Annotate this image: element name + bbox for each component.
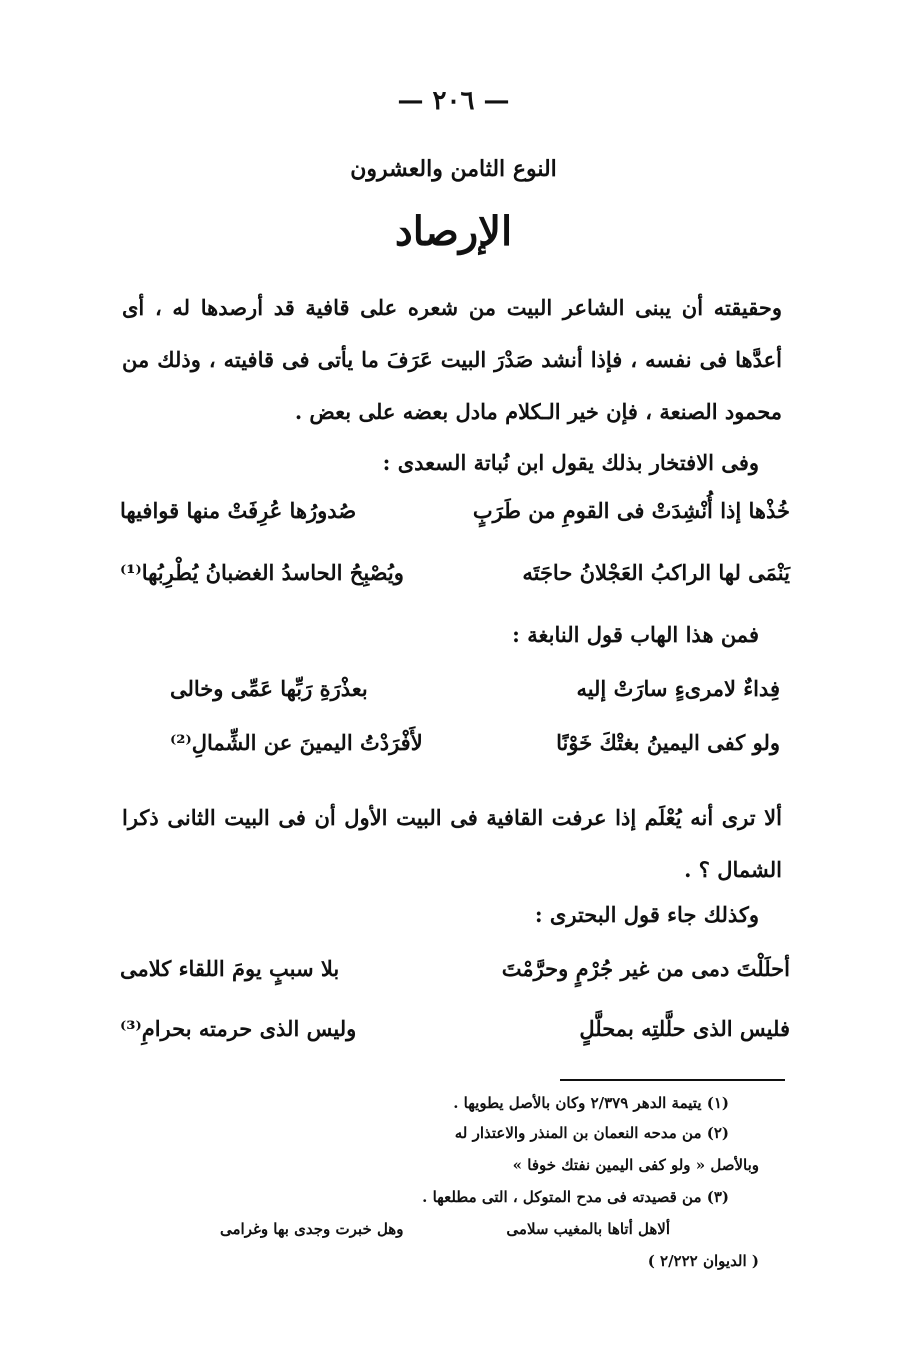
verse-first-hemistich: ولو كفى اليمينُ بغتْكَ خَوْنًا xyxy=(556,730,780,755)
footnote-3: (٣) من قصيدته فى مدح المتوكل ، التى مطلعها . xyxy=(422,1188,729,1206)
footnote-2: (٢) من مدحه النعمان بن المنذر والاعتذار له xyxy=(454,1124,729,1142)
verse-second-hemistich: لأَفْرَدْتُ اليمينَ عن الشِّمالِ⁽²⁾ xyxy=(170,730,423,755)
verse-first-hemistich: يَنْمَى لها الراكبُ العَجْلانُ حاجَتَه xyxy=(522,560,790,585)
footnote-1: (١) يتيمة الدهر ٢/٣٧٩ وكان بالأصل يطويها . xyxy=(453,1094,729,1112)
page-number: — ٢٠٦ — xyxy=(397,86,510,116)
intro-nabigha: فمن هذا الهاب قول النابغة : xyxy=(512,622,759,647)
verse-line xyxy=(120,956,790,1002)
footnote-verse-second-hemistich: وهل خبرت وجدى بها وغرامى xyxy=(220,1220,404,1238)
footnote-verse-first-hemistich: ألاهل أتاها بالمغيب سلامى xyxy=(506,1220,670,1238)
verse-line xyxy=(120,498,790,544)
section-subtitle: النوع الثامن والعشرون xyxy=(350,156,557,182)
section-title: الإرصاد xyxy=(394,208,513,255)
footnote-3-source: ( الديوان ٢/٢٢٢ ) xyxy=(647,1252,759,1270)
remark-paragraph: ألا ترى أنه يُعْلَم إذا عرفت القافية فى البيت الأول أن فى البيت الثانى ذكرا الشمال ؟ . xyxy=(122,805,782,882)
verse-first-hemistich: فِداءٌ لامرىءٍ سارَتْ إليه xyxy=(576,676,780,701)
verse-first-hemistich: فليس الذى حلَّلتِه بمحلَّلٍ xyxy=(579,1016,790,1041)
verse-first-hemistich: خُذْها إذا أُنْشِدَتْ فى القومِ من طَرَبٍ xyxy=(472,498,790,523)
verse-second-hemistich: ويُصْبِحُ الحاسدُ الغضبانُ يُطْرِبُها⁽¹⁾ xyxy=(120,560,404,585)
verse-line xyxy=(120,730,790,776)
verse-line xyxy=(120,560,790,606)
verse-line xyxy=(120,676,790,722)
verse-second-hemistich: صُدورُها عُرِفَتْ منها قوافيها xyxy=(120,498,357,523)
intro-buhturi: وكذلك جاء قول البحترى : xyxy=(534,902,759,927)
intro-ibn-nubata: وفى الافتخار بذلك يقول ابن نُباتة السعدى : xyxy=(382,450,759,475)
verse-second-hemistich: بلا سببٍ يومَ اللقاء كلامى xyxy=(120,956,340,981)
verse-line xyxy=(120,1016,790,1062)
verse-second-hemistich: وليس الذى حرمته بحرامِ⁽³⁾ xyxy=(120,1016,357,1041)
footnote-3-verse xyxy=(220,1220,670,1246)
verse-second-hemistich: بعذْرَةِ رَبِّها عَمِّى وخالى xyxy=(170,676,368,701)
footnote-divider xyxy=(560,1079,785,1081)
footnote-2-continued: وبالأصل « ولو كفى اليمين نفتك خوفا » xyxy=(512,1156,759,1174)
definition-paragraph: وحقيقته أن يبنى الشاعر البيت من شعره على قافية قد أرصدها له ، أى أعدَّها فى نفسه ، فإذا أنشد صَدْرَ البيت عَرَفَ ما يأتى فى قافيته ، وذلك من محمود الصنعة ، فإن خير الـكلام مادل بعضه على بعض . xyxy=(122,295,782,424)
verse-first-hemistich: أحلَلْتَ دمى من غير جُرْمٍ وحرَّمْتَ xyxy=(501,956,790,981)
